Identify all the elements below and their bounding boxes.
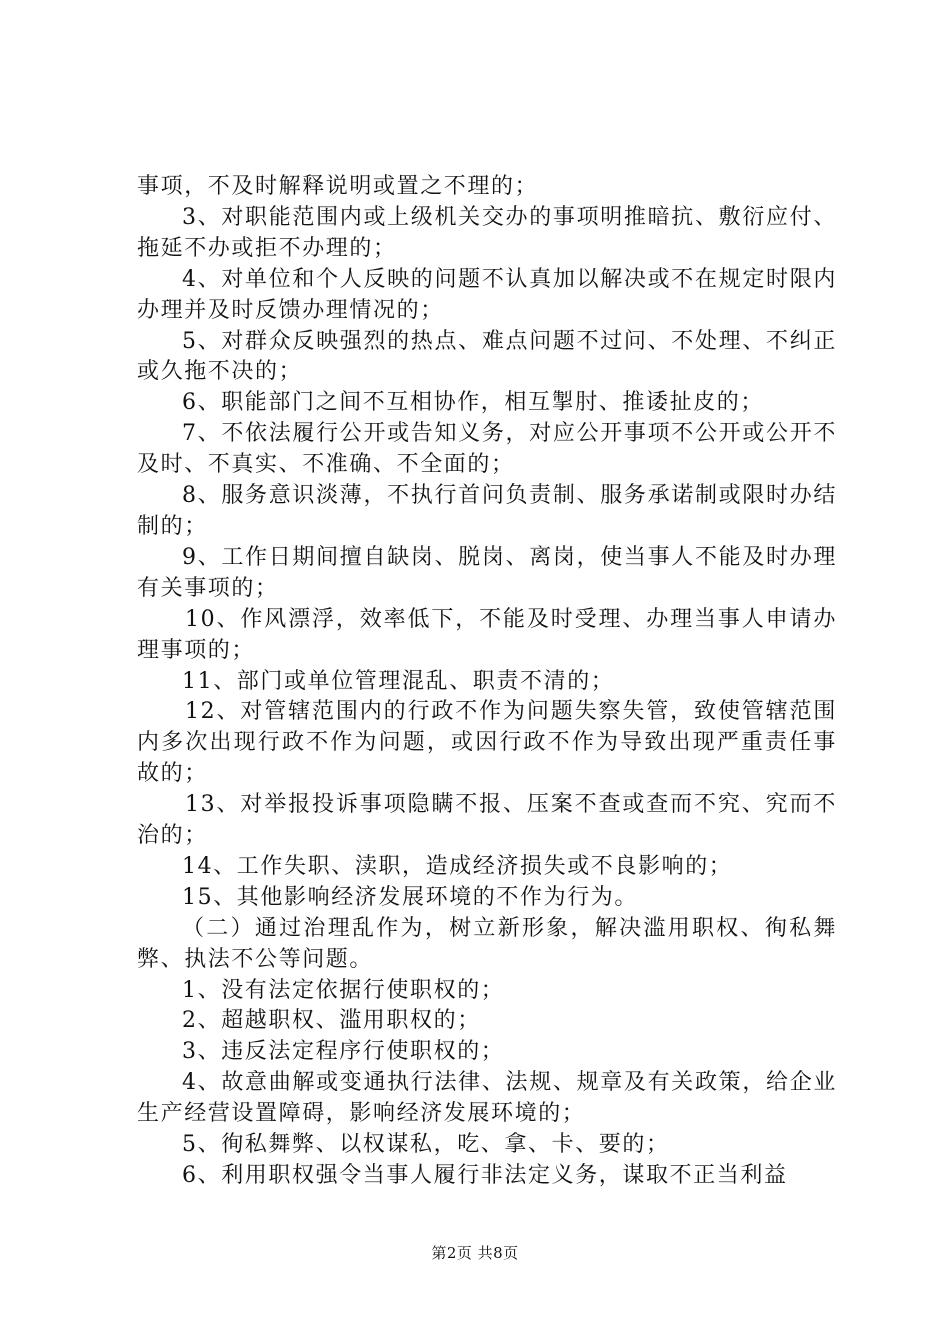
paragraph: 6、利用职权强令当事人履行非法定义务，谋取不正当利益 [182, 1163, 788, 1188]
paragraph: 3、违反法定程序行使职权的； [182, 1039, 505, 1065]
paragraph: 6、职能部门之间不互相协作，相互掣肘、推诿扯皮的； [182, 390, 764, 416]
paragraph: 3、对职能范围内或上级机关交办的事项明推暗抗、敷衍应付、拖延不办或拒不办理的； [137, 204, 837, 261]
paragraph: 4、对单位和个人反映的问题不认真加以解决或不在规定时限内办理并及时反馈办理情况的； [137, 266, 837, 323]
page-footer: 第2页 共8页 [431, 1244, 519, 1262]
body-text [137, 172, 837, 1192]
paragraph: 11、部门或单位管理混乱、职责不清的； [182, 668, 615, 694]
paragraph: 1、没有法定依据行使职权的； [182, 977, 505, 1003]
paragraph: 15、其他影响经济发展环境的不作为行为。 [182, 884, 638, 910]
paragraph: 8、服务意识淡薄，不执行首问负责制、服务承诺制或限时办结制的； [137, 483, 837, 539]
paragraph: 2、超越职权、滥用职权的； [182, 1008, 481, 1034]
paragraph: 12、对管辖范围内的行政不作为问题失察失管，致使管辖范围内多次出现行政不作为问题，或因行政不作为导致出现严重责任事故的； [137, 699, 837, 787]
paragraph: 5、对群众反映强烈的热点、难点问题不过问、不处理、不纠正或久拖不决的； [137, 328, 837, 385]
paragraph: 10、作风漂浮，效率低下，不能及时受理、办理当事人申请办理事项的； [137, 606, 837, 663]
paragraph: 13、对举报投诉事项隐瞒不报、压案不查或查而不究、究而不治的； [137, 792, 837, 849]
paragraph: 4、故意曲解或变通执行法律、法规、规章及有关政策，给企业生产经营设置障碍，影响经济发展环境的； [137, 1070, 837, 1127]
paragraph: （二）通过治理乱作为，树立新形象，解决滥用职权、徇私舞弊、执法不公等问题。 [137, 915, 837, 972]
paragraph: 9、工作日期间擅自缺岗、脱岗、离岗，使当事人不能及时办理有关事项的； [137, 544, 837, 601]
paragraph: 14、工作失职、渎职，造成经济损失或不良影响的； [182, 853, 733, 879]
paragraph: 事项，不及时解释说明或置之不理的； [137, 174, 539, 199]
paragraph: 7、不依法履行公开或告知义务，对应公开事项不公开或公开不及时、不真实、不准确、不全面的； [137, 421, 837, 478]
paragraph: 5、徇私舞弊、以权谋私，吃、拿、卡、要的； [182, 1132, 670, 1158]
